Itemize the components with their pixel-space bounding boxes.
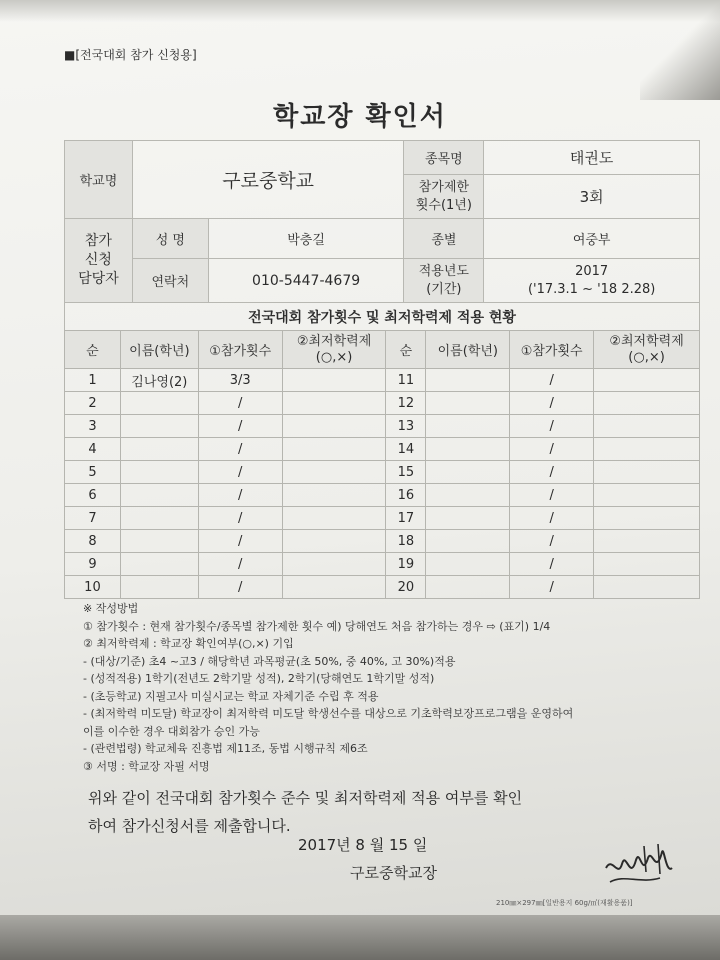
row-name-cell xyxy=(426,415,510,438)
row-no-cell: 13 xyxy=(386,415,426,438)
row-min-cell xyxy=(594,484,700,507)
row-count-cell: / xyxy=(198,530,282,553)
applicant-label-line1: 참가 xyxy=(84,233,112,249)
row-no-cell: 1 xyxy=(65,369,121,392)
row-name-cell xyxy=(426,530,510,553)
limit-value: 3회 xyxy=(484,175,700,219)
row-name-cell xyxy=(426,484,510,507)
col-min xyxy=(282,331,386,369)
row-no-cell: 2 xyxy=(65,392,121,415)
table-row xyxy=(65,576,700,599)
row-no-cell: 4 xyxy=(65,438,121,461)
row-min-cell xyxy=(282,369,386,392)
row-name-cell xyxy=(426,438,510,461)
col-no-right: 순 xyxy=(386,331,426,369)
col-count: ①참가횟수 xyxy=(198,331,282,369)
col-min-right-line1: ②최저학력제 xyxy=(609,333,684,349)
contact-label: 연락처 xyxy=(132,259,208,303)
row-no-cell: 19 xyxy=(386,553,426,576)
division-label: 종별 xyxy=(404,219,484,259)
row-no-cell: 15 xyxy=(386,461,426,484)
row-no-cell: 10 xyxy=(65,576,121,599)
school-label: 학교명 xyxy=(65,141,133,219)
row-name-cell xyxy=(120,392,198,415)
row-no-cell: 6 xyxy=(65,484,121,507)
instruction-line: ② 최저학력제 : 학교장 확인여부(○,×) 기입 xyxy=(83,637,294,650)
applicant-label xyxy=(65,219,133,303)
row-name-cell xyxy=(120,415,198,438)
row-min-cell xyxy=(282,553,386,576)
row-name-cell xyxy=(426,576,510,599)
row-no-cell: 14 xyxy=(386,438,426,461)
row-no-cell: 16 xyxy=(386,484,426,507)
table-row xyxy=(65,553,700,576)
row-count-cell: / xyxy=(198,415,282,438)
form-note: ■[전국대회 참가 신청용] xyxy=(64,48,197,62)
instruction-line: ③ 서명 : 학교장 자필 서명 xyxy=(83,759,210,773)
table-row xyxy=(65,461,700,484)
row-name-cell xyxy=(426,553,510,576)
document-title: 학교장 확인서 xyxy=(273,102,447,132)
col-name-right: 이름(학년) xyxy=(426,331,510,369)
paper-spec-footer: 210㎜×297㎜[일반용지 60g/㎡(재활용품)] xyxy=(496,899,633,907)
row-name-cell xyxy=(120,461,198,484)
row-no-cell: 3 xyxy=(65,415,121,438)
statement-line1: 위와 같이 전국대회 참가횟수 준수 및 최저학력제 적용 여부를 확인 xyxy=(88,789,523,807)
row-name-cell xyxy=(120,576,198,599)
col-min-line1: ②최저학력제 xyxy=(296,333,372,349)
row-count-cell: / xyxy=(510,415,594,438)
row-count-cell: / xyxy=(510,576,594,599)
col-no: 순 xyxy=(65,331,121,369)
division-value: 여중부 xyxy=(484,219,700,259)
period-value: ('17.3.1 ~ '18 2.28) xyxy=(527,281,656,297)
year-value-cell xyxy=(484,259,700,303)
row-name-cell xyxy=(426,369,510,392)
contact-value: 010-5447-4679 xyxy=(208,259,404,303)
row-no-cell: 18 xyxy=(386,530,426,553)
row-count-cell: / xyxy=(510,507,594,530)
instruction-line: ※ 작성방법 xyxy=(83,602,139,615)
instruction-line: ① 참가횟수 : 현재 참가횟수/종목별 참가제한 횟수 예) 당해연도 처음 참가하는 경우 ⇨ (표기) 1/4 xyxy=(83,619,551,633)
page-corner-shadow xyxy=(640,0,720,100)
row-count-cell: / xyxy=(510,392,594,415)
limit-label xyxy=(404,175,484,219)
school-name: 구로중학교 xyxy=(132,141,404,219)
row-count-cell: / xyxy=(198,438,282,461)
row-min-cell xyxy=(594,507,700,530)
row-min-cell xyxy=(282,507,386,530)
row-count-cell: / xyxy=(510,461,594,484)
row-name-cell xyxy=(426,507,510,530)
row-no-cell: 11 xyxy=(386,369,426,392)
year-label xyxy=(404,259,484,303)
event-value: 태권도 xyxy=(484,141,700,175)
limit-label-line1: 참가제한 xyxy=(418,179,469,195)
table-row xyxy=(65,392,700,415)
principal-signature xyxy=(600,838,680,894)
row-no-cell: 9 xyxy=(65,553,121,576)
row-count-cell: / xyxy=(510,438,594,461)
row-count-cell: / xyxy=(510,369,594,392)
header-info-table xyxy=(64,140,700,331)
year-label-line1: 적용년도 xyxy=(418,263,469,279)
instructions xyxy=(83,600,573,775)
statement-line2: 하여 참가신청서를 제출합니다. xyxy=(88,817,291,835)
col-min-right xyxy=(594,331,700,369)
instruction-line: - (초등학교) 지필고사 미실시교는 학교 자체기준 수립 후 적용 xyxy=(83,689,379,703)
table-title: 전국대회 참가횟수 및 최저학력제 적용 현황 xyxy=(65,303,700,331)
date: 2017년 8 월 15 일 xyxy=(298,836,428,854)
background-surface xyxy=(0,915,720,960)
row-min-cell xyxy=(594,530,700,553)
instruction-line: 이를 이수한 경우 대회참가 승인 가능 xyxy=(83,724,260,738)
row-no-cell: 12 xyxy=(386,392,426,415)
name-label: 성 명 xyxy=(132,219,208,259)
applicant-label-line3: 담당자 xyxy=(78,271,119,287)
row-min-cell xyxy=(282,392,386,415)
table-row xyxy=(65,530,700,553)
participation-table xyxy=(64,330,700,599)
statement xyxy=(88,784,522,840)
limit-label-line2: 횟수(1년) xyxy=(415,197,472,213)
row-min-cell xyxy=(282,415,386,438)
table-row xyxy=(65,369,700,392)
applicant-label-line2: 신청 xyxy=(84,252,112,268)
row-count-cell: / xyxy=(510,553,594,576)
row-min-cell xyxy=(282,461,386,484)
instruction-line: - (성적적용) 1학기(전년도 2학기말 성적), 2학기(당해연도 1학기말 성적) xyxy=(83,672,435,685)
row-min-cell xyxy=(594,576,700,599)
row-min-cell xyxy=(282,530,386,553)
row-min-cell xyxy=(594,369,700,392)
row-name-cell xyxy=(120,507,198,530)
instruction-line: - (최저학력 미도달) 학교장이 최저학력 미도달 학생선수를 대상으로 기초학력보장프로그램을 운영하여 xyxy=(83,707,574,720)
table-row xyxy=(65,415,700,438)
table-row xyxy=(65,438,700,461)
col-count-right: ①참가횟수 xyxy=(510,331,594,369)
row-count-cell: / xyxy=(198,553,282,576)
row-no-cell: 17 xyxy=(386,507,426,530)
instruction-line: - (대상/기준) 초4 ~고3 / 해당학년 과목평균(초 50%, 중 40%, 고 30%)적용 xyxy=(83,654,456,668)
row-min-cell xyxy=(594,392,700,415)
col-min-right-line2: (○,×) xyxy=(628,349,665,365)
page-shadow xyxy=(0,0,720,22)
instruction-line: - (관련법령) 학교체육 진흥법 제11조, 동법 시행규칙 제6조 xyxy=(83,742,368,755)
name-value: 박충길 xyxy=(208,219,404,259)
col-name: 이름(학년) xyxy=(120,331,198,369)
year-value: 2017 xyxy=(575,263,609,279)
row-min-cell xyxy=(594,461,700,484)
col-min-line2: (○,×) xyxy=(315,349,353,365)
row-no-cell: 7 xyxy=(65,507,121,530)
row-count-cell: / xyxy=(198,484,282,507)
principal: 구로중학교장 xyxy=(350,864,437,882)
row-count-cell: / xyxy=(510,530,594,553)
row-min-cell xyxy=(282,576,386,599)
row-name-cell xyxy=(120,553,198,576)
row-no-cell: 8 xyxy=(65,530,121,553)
table-row xyxy=(65,507,700,530)
row-name-cell xyxy=(120,438,198,461)
row-min-cell xyxy=(282,438,386,461)
row-name-cell: 김나영(2) xyxy=(120,369,198,392)
row-min-cell xyxy=(282,484,386,507)
row-min-cell xyxy=(594,438,700,461)
row-no-cell: 20 xyxy=(386,576,426,599)
row-count-cell: / xyxy=(198,392,282,415)
row-count-cell: / xyxy=(198,507,282,530)
row-name-cell xyxy=(120,484,198,507)
row-name-cell xyxy=(120,530,198,553)
row-count-cell: 3/3 xyxy=(198,369,282,392)
row-count-cell: / xyxy=(198,461,282,484)
row-no-cell: 5 xyxy=(65,461,121,484)
row-name-cell xyxy=(426,461,510,484)
row-count-cell: / xyxy=(198,576,282,599)
row-min-cell xyxy=(594,415,700,438)
table-row xyxy=(65,484,700,507)
row-min-cell xyxy=(594,553,700,576)
row-count-cell: / xyxy=(510,484,594,507)
event-label: 종목명 xyxy=(404,141,484,175)
year-label-line2: (기간) xyxy=(426,281,462,297)
row-name-cell xyxy=(426,392,510,415)
